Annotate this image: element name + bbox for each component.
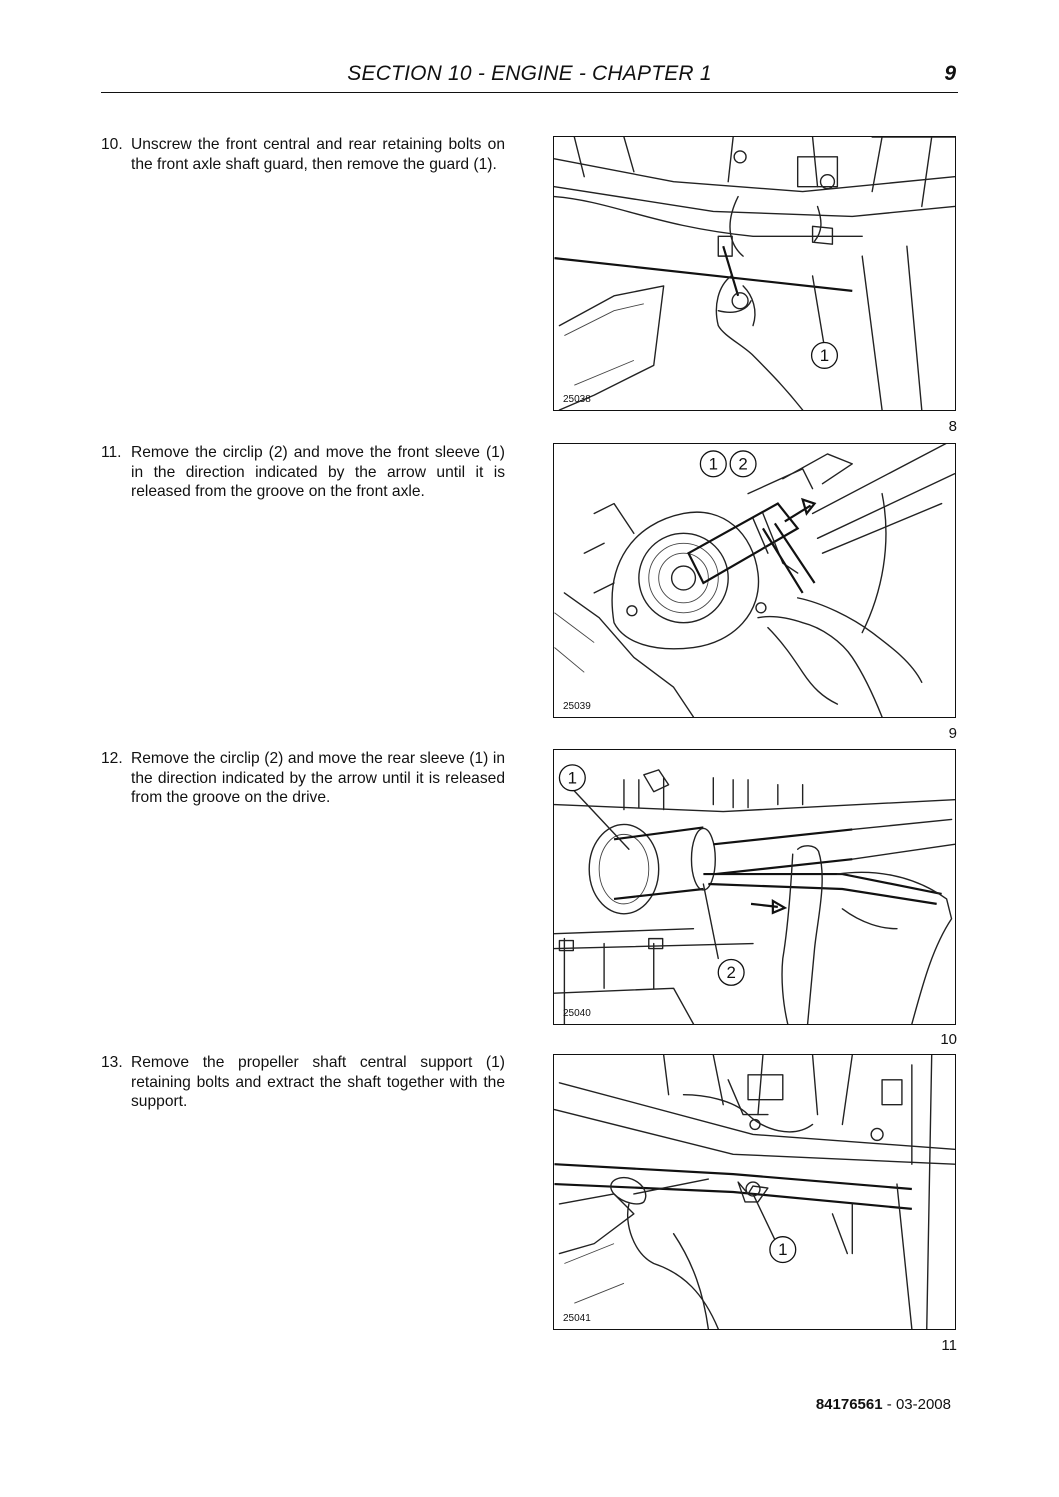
callout-2 <box>730 451 756 477</box>
callout-1 <box>559 765 585 791</box>
figure-number: 9 <box>948 725 957 742</box>
page-header <box>101 60 958 93</box>
step-number: 13. <box>101 1054 123 1071</box>
footer-separator: - <box>882 1396 896 1413</box>
figure-illustration <box>553 443 956 718</box>
svg-text:1: 1 <box>778 1240 788 1260</box>
figure-illustration <box>553 749 956 1025</box>
callout-1 <box>700 451 726 477</box>
svg-text:1: 1 <box>567 768 578 788</box>
step-text: Remove the circlip (2) and move the front sleeve (1) in the direction indicated by the arrow until it is released from the groove on the front axle. <box>131 444 505 500</box>
figure-code: 25038 <box>563 394 591 405</box>
instruction-step <box>101 443 505 502</box>
figure-callouts <box>554 750 955 1024</box>
step-number: 12. <box>101 750 123 767</box>
svg-text:2: 2 <box>726 962 736 982</box>
figure-code: 25041 <box>563 1313 591 1324</box>
step-text: Unscrew the front central and rear retaining bolts on the front axle shaft guard, then remove the guard (1). <box>131 136 505 173</box>
svg-text:2: 2 <box>738 454 748 474</box>
figure-callouts <box>554 137 955 410</box>
step-number: 10. <box>101 136 123 153</box>
document-number: 84176561 <box>815 1396 883 1413</box>
figure-illustration <box>553 136 956 411</box>
figure-code: 25039 <box>563 701 591 712</box>
figure-callouts <box>554 1055 955 1329</box>
svg-text:1: 1 <box>819 345 830 365</box>
section-title: SECTION 10 - ENGINE - CHAPTER 1 <box>347 62 712 85</box>
figure-number: 11 <box>941 1337 957 1354</box>
step-text: Remove the circlip (2) and move the rear sleeve (1) in the direction indicated by the arrow until it is released from the groove on the drive. <box>131 750 505 806</box>
callout-1 <box>812 342 838 368</box>
figure-number: 8 <box>948 418 957 435</box>
figure-callouts <box>554 444 955 717</box>
page-footer <box>816 1396 951 1413</box>
figure-code: 25040 <box>563 1008 591 1019</box>
callout-1 <box>770 1237 796 1263</box>
svg-text:1: 1 <box>708 454 718 474</box>
callout-2 <box>718 959 744 985</box>
instruction-step <box>101 1053 505 1112</box>
document-date: 03-2008 <box>895 1396 951 1413</box>
page-number: 9 <box>944 62 956 85</box>
step-number: 11. <box>101 444 122 461</box>
instruction-step <box>101 749 505 808</box>
figure-number: 10 <box>940 1031 957 1048</box>
figure-illustration <box>553 1054 956 1330</box>
step-text: Remove the propeller shaft central support (1) retaining bolts and extract the shaft together with the support. <box>131 1054 505 1110</box>
instruction-step <box>101 135 505 174</box>
